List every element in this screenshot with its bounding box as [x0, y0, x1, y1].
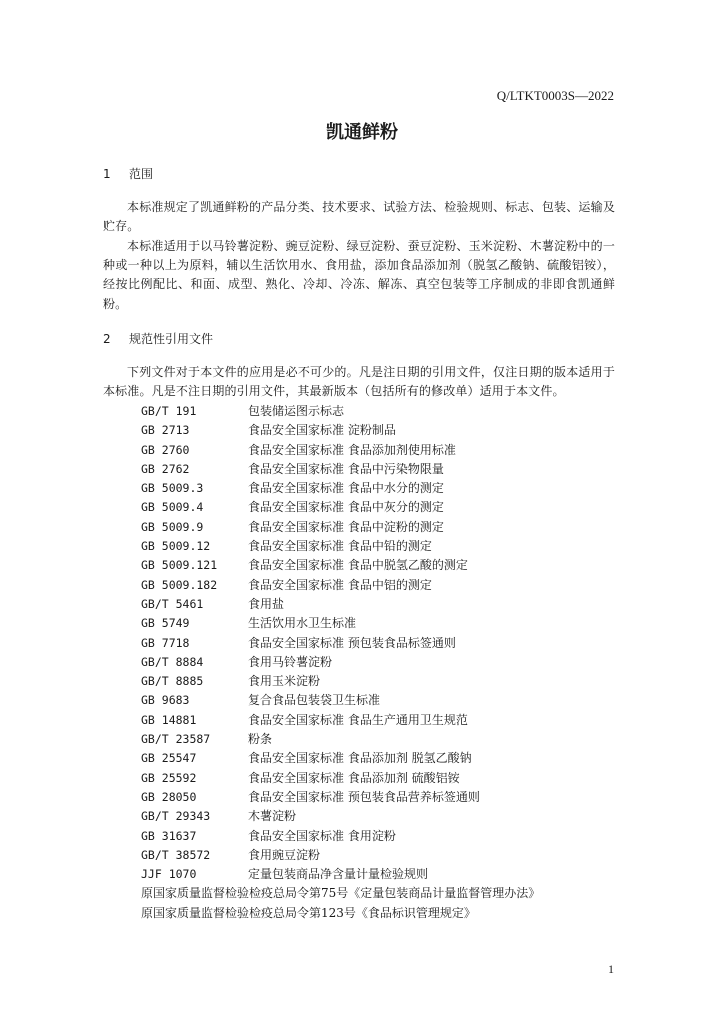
- reference-code: GB/T 29343: [141, 809, 211, 824]
- reference-title: 食品安全国家标准 食品中淀粉的测定: [248, 519, 444, 534]
- reference-code: GB/T 23587: [141, 732, 211, 747]
- reference-title: 食品安全国家标准 食品中脱氢乙酸的测定: [248, 558, 468, 573]
- reference-item: [141, 537, 540, 556]
- reference-code: GB 5009.3: [141, 481, 204, 496]
- reference-title: 食品安全国家标准 食品中灰分的测定: [248, 500, 444, 515]
- reference-title: 食品安全国家标准 预包装食品标签通则: [248, 635, 456, 650]
- section-number: 2: [103, 332, 111, 346]
- reference-code: GB 7718: [141, 635, 190, 650]
- reference-item: [141, 691, 540, 710]
- reference-title: 食用豌豆淀粉: [248, 847, 321, 862]
- reference-code: GB 5009.12: [141, 539, 211, 554]
- standard-code: Q/LTKT0003S—2022: [496, 88, 614, 103]
- reference-code: GB 31637: [141, 828, 197, 843]
- reference-item: [141, 595, 540, 614]
- reference-title: 食品安全国家标准 食品添加剂 脱氢乙酸钠: [248, 751, 472, 766]
- reference-item: [141, 769, 540, 788]
- reference-code: GB 14881: [141, 712, 197, 727]
- reference-item: [141, 672, 540, 691]
- section-1-paragraph-1: 本标准规定了凯通鲜粉的产品分类、技术要求、试验方法、检验规则、标志、包装、运输及贮存。: [103, 200, 615, 234]
- reference-code: GB/T 8884: [141, 654, 204, 669]
- reference-code: JJF 1070: [141, 867, 197, 882]
- reference-list: [141, 402, 540, 923]
- reference-title: 食品安全国家标准 食品中污染物限量: [248, 461, 444, 476]
- reference-code: GB 5009.4: [141, 500, 204, 515]
- reference-item: [141, 749, 540, 768]
- reference-code: GB/T 38572: [141, 847, 211, 862]
- reference-code: GB/T 8885: [141, 674, 204, 689]
- reference-item: [141, 807, 540, 826]
- reference-title: 包装储运图示标志: [248, 404, 345, 418]
- reference-item: [141, 498, 540, 517]
- reference-item: [141, 479, 540, 498]
- section-1-heading: [103, 165, 153, 182]
- reference-item: [141, 846, 540, 865]
- reference-title: 食品安全国家标准 食用淀粉: [248, 828, 396, 843]
- reference-item: [141, 614, 540, 633]
- reference-title: 食品安全国家标准 食品中水分的测定: [248, 481, 444, 496]
- reference-title: 食用玉米淀粉: [248, 674, 321, 689]
- reference-code: GB 2762: [141, 461, 190, 476]
- document-title: 凯通鲜粉: [326, 122, 398, 143]
- reference-title: 食品安全国家标准 食品生产通用卫生规范: [248, 712, 468, 727]
- reference-code: GB 25592: [141, 770, 197, 785]
- reference-item: [141, 711, 540, 730]
- reference-title: 复合食品包装袋卫生标准: [248, 693, 381, 708]
- reference-item: [141, 827, 540, 846]
- reference-title: 粉条: [248, 732, 273, 747]
- reference-code: GB 25547: [141, 751, 197, 766]
- reference-item: [141, 634, 540, 653]
- reference-code: GB 5009.182: [141, 577, 218, 592]
- reference-title: 食品安全国家标准 食品添加剂 硫酸铝铵: [248, 770, 460, 785]
- reference-title: 生活饮用水卫生标准: [248, 616, 357, 631]
- reference-item: [141, 865, 540, 884]
- reference-title: 食品安全国家标准 食品添加剂使用标准: [248, 442, 456, 457]
- reference-code: GB 2713: [141, 423, 190, 438]
- reference-title: 食品安全国家标准 食品中铝的测定: [248, 577, 432, 592]
- reference-item: [141, 460, 540, 479]
- reference-code: GB 5749: [141, 616, 190, 631]
- reference-title: 食用马铃薯淀粉: [248, 654, 333, 669]
- regulation-reference: 原国家质量监督检验检疫总局令第75号《定量包装商品计量监督管理办法》: [141, 886, 541, 901]
- reference-item: [141, 653, 540, 672]
- section-2-paragraph-1: 下列文件对于本文件的应用是必不可少的。凡是注日期的引用文件，仅注日期的版本适用于本标准。凡是不注日期的引用文件，其最新版本（包括所有的修改单）适用于本文件。: [103, 365, 615, 399]
- reference-code: GB/T 5461: [141, 596, 204, 611]
- reference-item: [141, 402, 540, 421]
- reference-code: GB 28050: [141, 789, 197, 804]
- reference-title: 食品安全国家标准 食品中铅的测定: [248, 539, 432, 554]
- page-number: 1: [608, 962, 614, 976]
- reference-code: GB/T 191: [141, 404, 197, 418]
- reference-item: [141, 576, 540, 595]
- reference-title: 木薯淀粉: [248, 809, 297, 824]
- reference-code: GB 5009.9: [141, 519, 204, 534]
- reference-title: 食品安全国家标准 预包装食品营养标签通则: [248, 789, 480, 804]
- reference-item: [141, 441, 540, 460]
- reference-item: [141, 788, 540, 807]
- reference-item: [141, 421, 540, 440]
- reference-code: GB 2760: [141, 442, 190, 457]
- reference-title: 食品安全国家标准 淀粉制品: [248, 423, 396, 438]
- section-number: 1: [103, 167, 111, 181]
- section-title: 规范性引用文件: [129, 332, 214, 346]
- reference-item: [141, 556, 540, 575]
- section-1-paragraph-2: 本标准适用于以马铃薯淀粉、豌豆淀粉、绿豆淀粉、蚕豆淀粉、玉米淀粉、木薯淀粉中的一种或一种以上为原料，辅以生活饮用水、食用盐，添加食品添加剂（脱氢乙酸钠、硫酸铝铵），经按比例配比、和面、成型、熟化、冷却、冷冻、解冻、真空包装等工序制成的非即食凯通鲜粉。: [103, 239, 615, 311]
- section-2-heading: [103, 330, 213, 347]
- section-title: 范围: [129, 167, 154, 181]
- reference-item: [141, 518, 540, 537]
- reference-title: 定量包装商品净含量计量检验规则: [248, 867, 429, 882]
- reference-item: [141, 730, 540, 749]
- reference-title: 食用盐: [248, 596, 285, 611]
- reference-code: GB 9683: [141, 693, 190, 708]
- regulation-reference: 原国家质量监督检验检疫总局令第123号《食品标识管理规定》: [141, 905, 476, 920]
- reference-code: GB 5009.121: [141, 558, 218, 573]
